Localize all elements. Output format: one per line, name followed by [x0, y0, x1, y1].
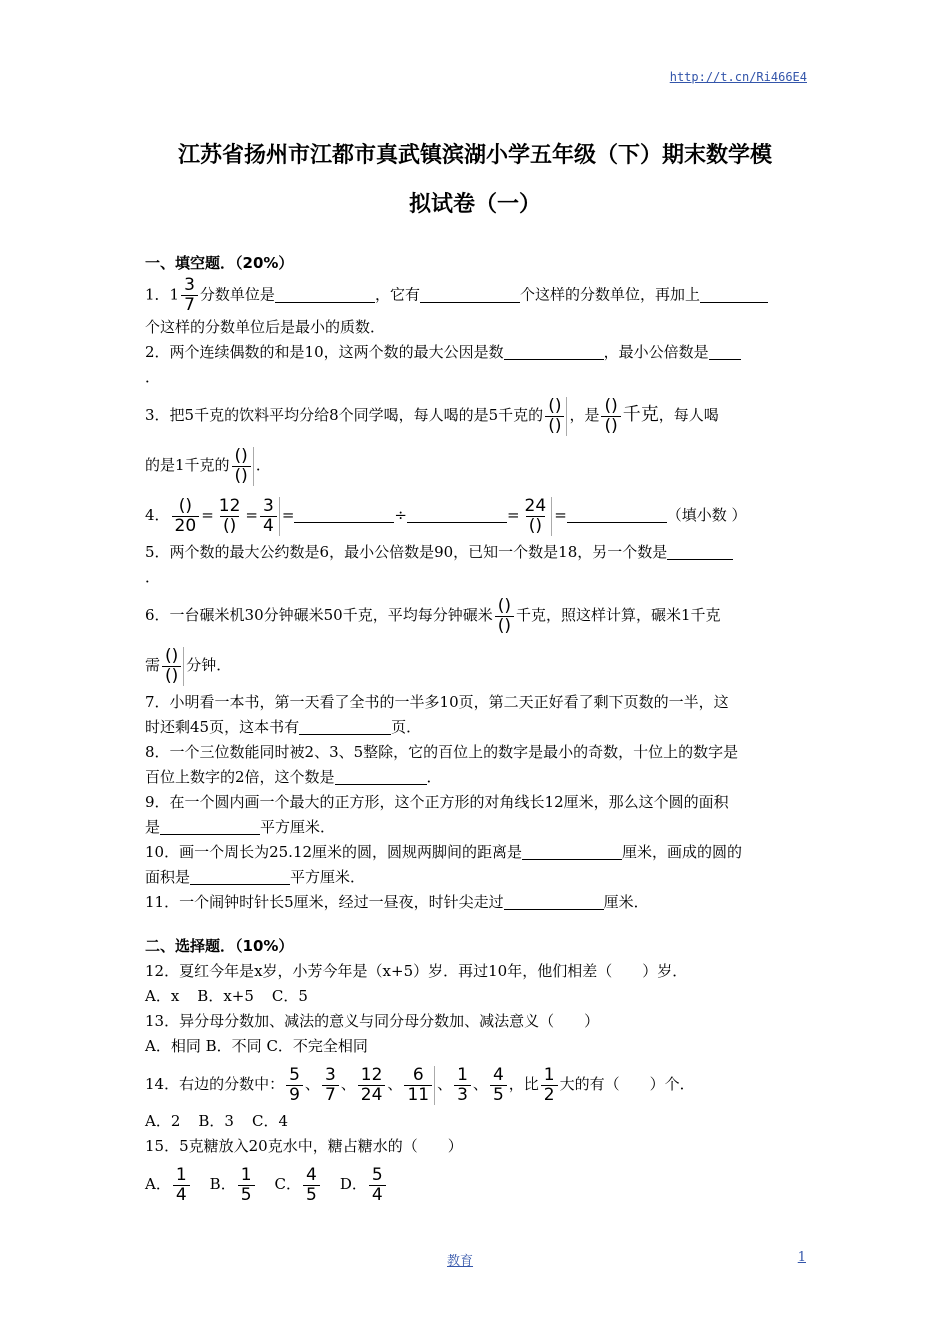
option-c[interactable]: C．4 — [251, 1112, 288, 1130]
option-a[interactable]: A．相同 — [145, 1037, 201, 1055]
option-a[interactable]: A．x — [145, 987, 180, 1005]
option-b[interactable]: B．x+5 — [197, 987, 254, 1005]
page-number: 1 — [797, 1250, 806, 1265]
question-15-options — [145, 1159, 805, 1209]
q14-fraction: $\frac{6}{11}$ — [404, 1066, 435, 1105]
q4-fraction: $\frac{3}{4}$ — [260, 497, 280, 536]
question-11: 11．一个闹钟时针长5厘米，经过一昼夜，时针尖走过 厘米． — [145, 893, 649, 911]
fraction-blank[interactable]: $\frac{()}{()}$ — [162, 647, 184, 686]
question-13: 13．异分母分数加、减法的意义与同分母分数加、减法意义（ ） — [145, 1012, 600, 1030]
answer-blank[interactable] — [504, 343, 604, 360]
answer-blank[interactable] — [190, 868, 290, 885]
header-link[interactable]: http://t.cn/Ri466E4 — [669, 70, 807, 84]
question-8-line1: 8．一个三位数能同时被2、3、5整除，它的百位上的数字是最小的奇数，十位上的数字是 — [145, 743, 739, 761]
option-b[interactable]: B．3 — [198, 1112, 234, 1130]
exam-content — [145, 250, 805, 1209]
answer-blank[interactable] — [504, 893, 604, 910]
answer-blank[interactable] — [567, 506, 667, 523]
answer-blank[interactable] — [420, 286, 520, 303]
section-heading-choice: 二、选择题．（10%） — [145, 937, 294, 955]
answer-blank[interactable] — [299, 718, 391, 735]
question-6-line2: 需 $\frac{()}{()}$ 分钟． — [145, 645, 232, 686]
answer-blank[interactable] — [700, 286, 768, 303]
section-heading-fill: 一、填空题．（20%） — [145, 254, 294, 272]
option-c[interactable]: C． $\frac{4}{5}$ — [275, 1175, 322, 1193]
q14-fraction: $\frac{5}{9}$ — [286, 1066, 303, 1105]
answer-blank[interactable] — [667, 543, 733, 560]
question-6-line1: 6．一台碾米机30分钟碾米50千克，平均每分钟碾米 $\frac{()}{()}$ 千克，照这样计算，碾米1千克 — [145, 595, 721, 636]
question-14: 14．右边的分数中： $\frac{5}{9}$ 、 $\frac{3}{7}$ 、 $\frac{12}{24}$ 、 $\frac{6}{11}$ 、 $\frac{1}{3}$ 、 $\frac{4}{5}$ ，比 $\frac{1}{2}$ 大的有（ ）个． — [145, 1064, 695, 1105]
question-1-line2: 个这样的分数单位后是最小的质数． — [145, 318, 386, 336]
fraction-blank[interactable]: $\frac{()}{()}$ — [495, 597, 514, 636]
q1-whole: 1．1 — [145, 285, 180, 304]
question-14-options — [145, 1109, 805, 1134]
answer-blank[interactable] — [407, 506, 507, 523]
option-b[interactable]: B． $\frac{1}{5}$ — [210, 1175, 257, 1193]
question-7-line1: 7．小明看一本书，第一天看了全书的一半多10页，第二天正好看了剩下页数的一半，这 — [145, 693, 729, 711]
question-5-end: ． — [145, 568, 161, 586]
option-b[interactable]: B．不同 — [205, 1037, 262, 1055]
question-1-line1: 1．1 $\frac{3}{7}$ 分数单位是 ，它有 个这样的分数单位，再加上 — [145, 276, 805, 315]
answer-blank[interactable] — [160, 818, 260, 835]
footer-link[interactable]: 教育 — [447, 1254, 474, 1269]
question-2: 2．两个连续偶数的和是10，这两个数的最大公因是数 ，最小公倍数是 — [145, 340, 805, 365]
question-3-line1: 3．把5千克的饮料平均分给8个同学喝，每人喝的是5千克的 $\frac{()}{()}$ ，是 $\frac{()}{()}$ 千克，每人喝 — [145, 395, 719, 436]
question-9-line2: 是 平方厘米． — [145, 818, 336, 836]
fraction-blank[interactable]: $\frac{()}{()}$ — [232, 447, 254, 486]
question-3-line2: 的是1千克的 $\frac{()}{()}$ ． — [145, 445, 271, 486]
question-10-line1: 10．画一个周长为25.12厘米的圆，圆规两脚间的距离是 厘米，画成的圆的 — [145, 843, 743, 861]
answer-blank[interactable] — [709, 343, 741, 360]
kg-unit: 千克 — [622, 404, 659, 425]
answer-blank[interactable] — [522, 843, 622, 860]
question-15: 15．5克糖放入20克水中，糖占糖水的（ ） — [145, 1137, 463, 1155]
fraction-blank[interactable]: $\frac{()}{20}$ — [172, 497, 200, 536]
option-a[interactable]: A． $\frac{1}{4}$ — [145, 1175, 192, 1193]
q14-fraction: $\frac{12}{24}$ — [358, 1066, 386, 1105]
question-12-options — [145, 984, 805, 1009]
q14-fraction: $\frac{3}{7}$ — [322, 1066, 339, 1105]
question-12: 12．夏红今年是x岁，小芳今年是（x+5）岁．再过10年，他们相差（ ）岁． — [145, 962, 688, 980]
q14-fraction: $\frac{4}{5}$ — [490, 1066, 507, 1105]
option-a[interactable]: A．2 — [145, 1112, 181, 1130]
fraction-blank[interactable]: $\frac{12}{()}$ — [218, 495, 241, 536]
question-7-line2: 时还剩45页，这本书有 页． — [145, 718, 422, 736]
fraction-blank[interactable]: $\frac{()}{()}$ — [601, 397, 620, 436]
answer-blank[interactable] — [275, 286, 375, 303]
fraction-blank[interactable]: $\frac{()}{()}$ — [545, 397, 567, 436]
option-c[interactable]: C．不完全相同 — [266, 1037, 368, 1055]
fraction-blank[interactable]: $\frac{24}{()}$ — [522, 497, 553, 536]
answer-blank[interactable] — [294, 506, 394, 523]
answer-blank[interactable] — [335, 768, 427, 785]
question-2-end: ． — [145, 368, 161, 386]
question-10-line2: 面积是 平方厘米． — [145, 868, 366, 886]
page-title-line2: 拟试卷（一） — [408, 192, 541, 217]
q14-fraction: $\frac{1}{3}$ — [454, 1066, 471, 1105]
question-13-options — [145, 1034, 805, 1059]
page-title-line1: 江苏省扬州市江都市真武镇滨湖小学五年级（下）期末数学模 — [177, 143, 772, 168]
half-fraction: $\frac{1}{2}$ — [541, 1066, 558, 1105]
question-8-line2: 百位上数字的2倍，这个数是 ． — [145, 768, 442, 786]
option-d[interactable]: D． $\frac{5}{4}$ — [340, 1175, 388, 1193]
q1-fraction: $\frac{3}{7}$ — [181, 276, 198, 315]
option-c[interactable]: C．5 — [271, 987, 308, 1005]
question-9-line1: 9．在一个圆内画一个最大的正方形，这个正方形的对角线长12厘米，那么这个圆的面积 — [145, 793, 729, 811]
question-4: 4． $\frac{()}{20}$ = $\frac{12}{()}$ = $\frac{3}{4}$ = ÷ = $\frac{24}{()}$ = （填小数 ） — [145, 495, 747, 536]
question-5: 5．两个数的最大公约数是6，最小公倍数是90，已知一个数是18，另一个数是 — [145, 540, 805, 565]
